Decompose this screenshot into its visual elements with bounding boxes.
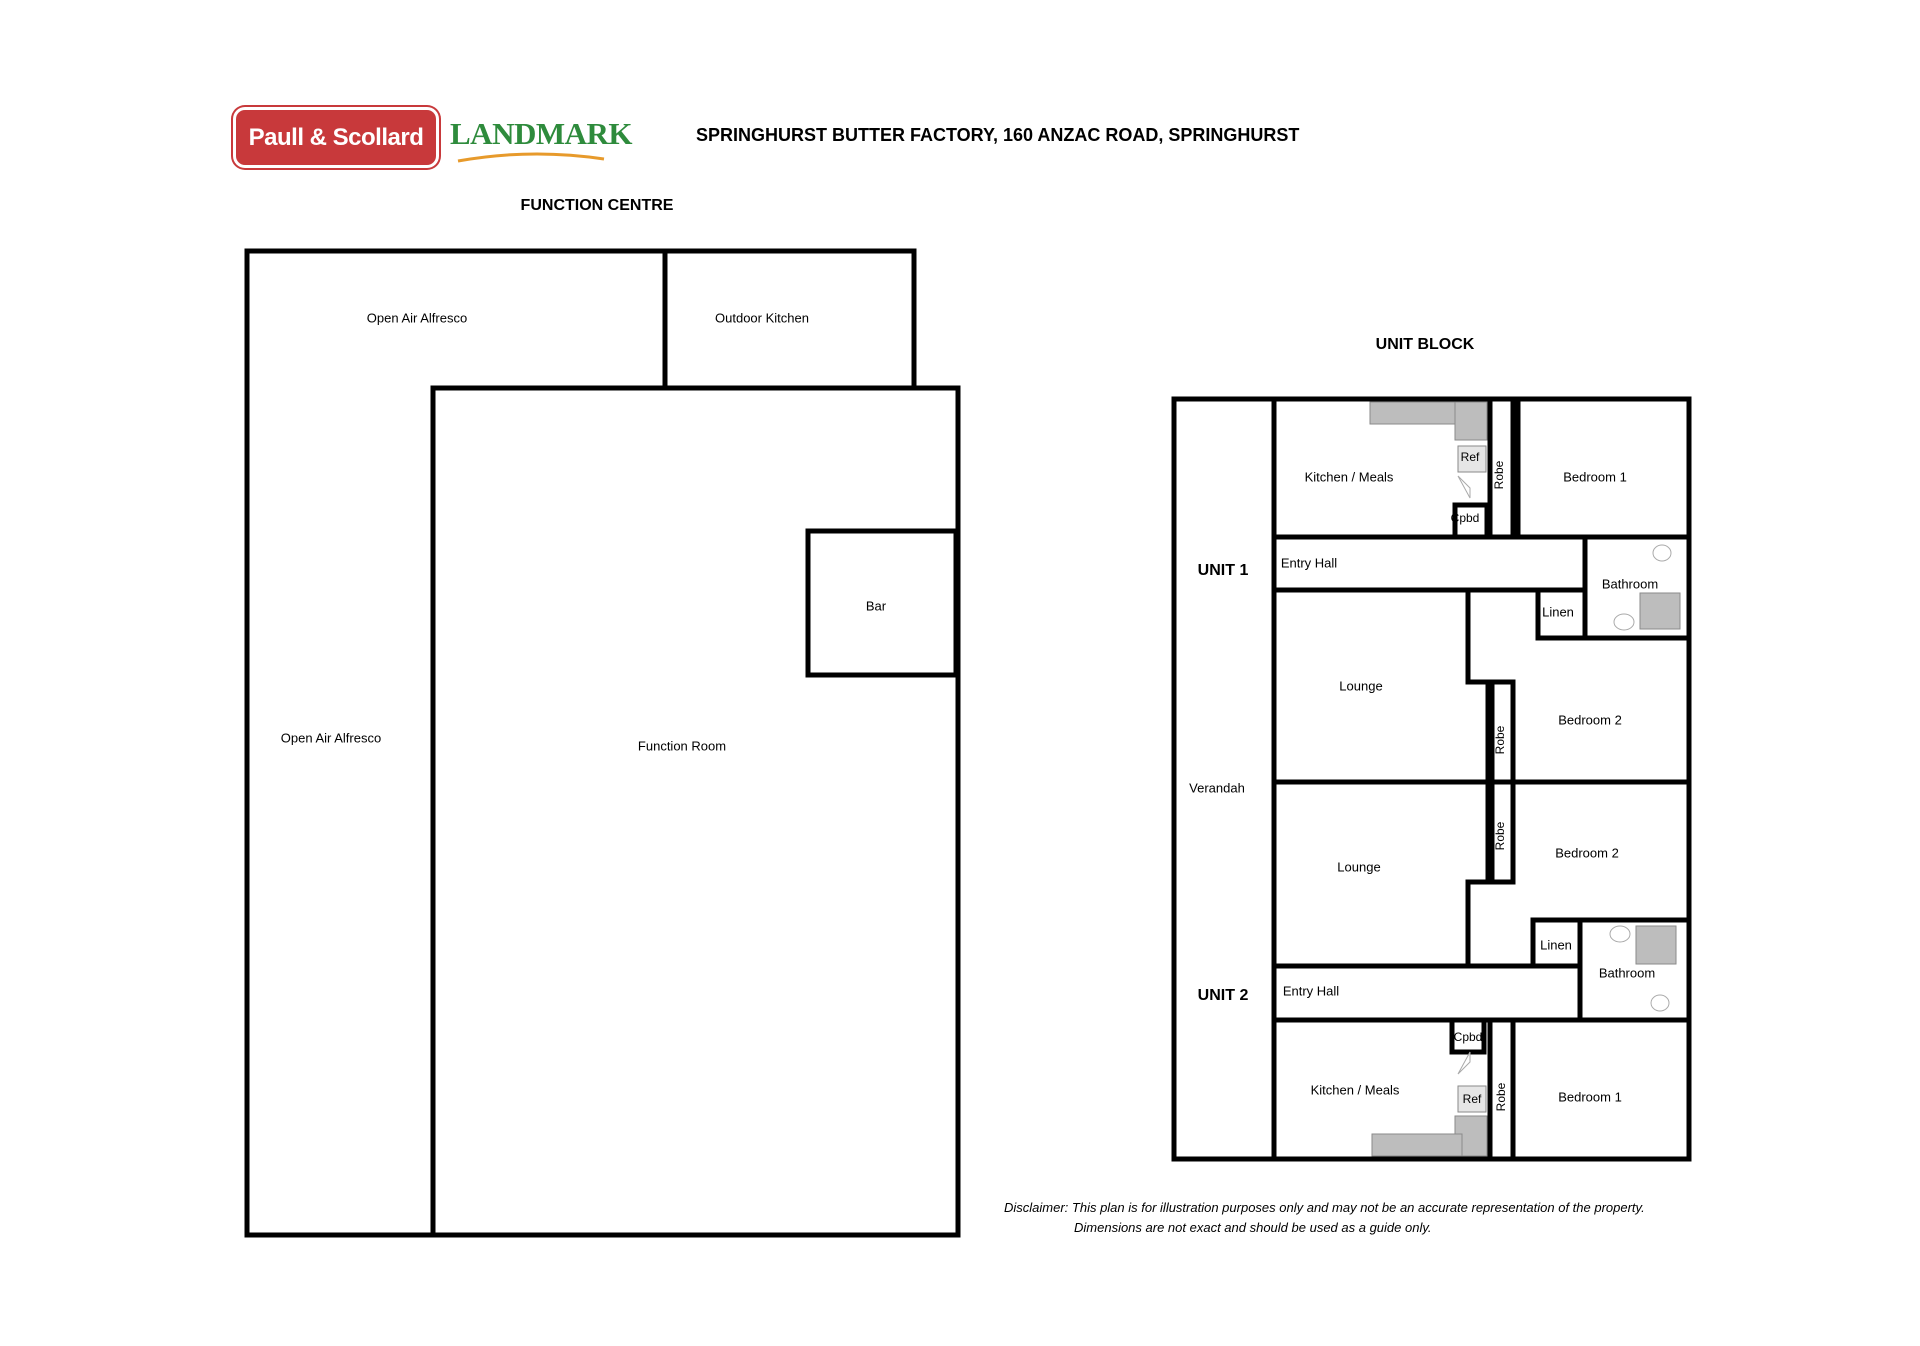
disclaimer [1004, 1198, 1645, 1238]
u1-basin-icon [1614, 614, 1634, 630]
u2-ref-label: Ref [1462, 1092, 1482, 1106]
u2-room-label-kitchen: Kitchen / Meals [1310, 1082, 1400, 1098]
u2-robe2-label: Robe [1493, 821, 1507, 851]
u1-room-label-bedroom1: Bedroom 1 [1563, 469, 1627, 485]
u1-room-label-kitchen: Kitchen / Meals [1304, 469, 1394, 485]
u1-bench-icon [1370, 402, 1460, 424]
u2-lounge-wall [1468, 782, 1488, 966]
u1-room-label-bathroom: Bathroom [1601, 576, 1659, 592]
u1-ref-label: Ref [1460, 450, 1480, 464]
function-centre-title: FUNCTION CENTRE [520, 197, 674, 214]
u1-toilet-icon [1653, 545, 1671, 561]
u1-shower-icon [1640, 593, 1680, 629]
u1-room-label-entry-hall: Entry Hall [1280, 555, 1338, 571]
u1-robe2-label: Robe [1493, 725, 1507, 755]
room-label-outdoor-kitchen: Outdoor Kitchen [715, 310, 809, 326]
u1-robe1-label: Robe [1492, 460, 1506, 490]
u2-robe1-label: Robe [1494, 1082, 1508, 1112]
u1-room-label-bedroom2: Bedroom 2 [1558, 712, 1622, 728]
room-label-alfresco-left: Open Air Alfresco [280, 730, 382, 746]
room-label-function-room: Function Room [637, 738, 727, 754]
u2-toilet-icon [1651, 995, 1669, 1011]
u2-cpbd-label: Cpbd [1453, 1030, 1483, 1044]
u2-room-label-bathroom: Bathroom [1598, 965, 1656, 981]
room-label-verandah: Verandah [1189, 780, 1245, 796]
page-title: SPRINGHURST BUTTER FACTORY, 160 ANZAC ROAD, SPRINGHURST [696, 125, 1300, 145]
landmark-wordmark: LANDMARK [450, 116, 632, 151]
u2-room-label-linen: Linen [1540, 937, 1572, 953]
u2-room-label-entry-hall: Entry Hall [1282, 983, 1340, 999]
unit-block-title: UNIT BLOCK [1375, 336, 1475, 353]
unit-block-outer-wall [1174, 399, 1689, 1159]
u2-room-label-bedroom1: Bedroom 1 [1558, 1089, 1622, 1105]
u1-room-label-lounge: Lounge [1339, 678, 1383, 694]
u2-room-label-lounge: Lounge [1337, 859, 1381, 875]
disclaimer-line1: Disclaimer: This plan is for illustration purposes only and may not be an accurate representation of the property. [1004, 1200, 1645, 1215]
u1-cpbd-label: Cpbd [1450, 511, 1480, 525]
u2-shower-icon [1636, 926, 1676, 964]
unit2-label: UNIT 2 [1197, 987, 1249, 1004]
room-label-bar: Bar [865, 598, 887, 614]
u2-dishwasher-icon [1458, 1052, 1470, 1074]
u1-lounge-wall [1468, 590, 1488, 782]
u2-bench-icon [1372, 1134, 1462, 1156]
u1-bench-corner-icon [1455, 402, 1487, 440]
paull-scollard-logo: Paull & Scollard [236, 110, 436, 165]
u1-room-label-linen: Linen [1542, 604, 1574, 620]
u2-basin-icon [1610, 926, 1630, 942]
room-label-alfresco-top: Open Air Alfresco [366, 310, 468, 326]
disclaimer-line2: Dimensions are not exact and should be used as a guide only. [1074, 1220, 1432, 1235]
unit1-label: UNIT 1 [1197, 562, 1249, 579]
u2-room-label-bedroom2: Bedroom 2 [1555, 845, 1619, 861]
u1-dishwasher-icon [1458, 476, 1470, 498]
